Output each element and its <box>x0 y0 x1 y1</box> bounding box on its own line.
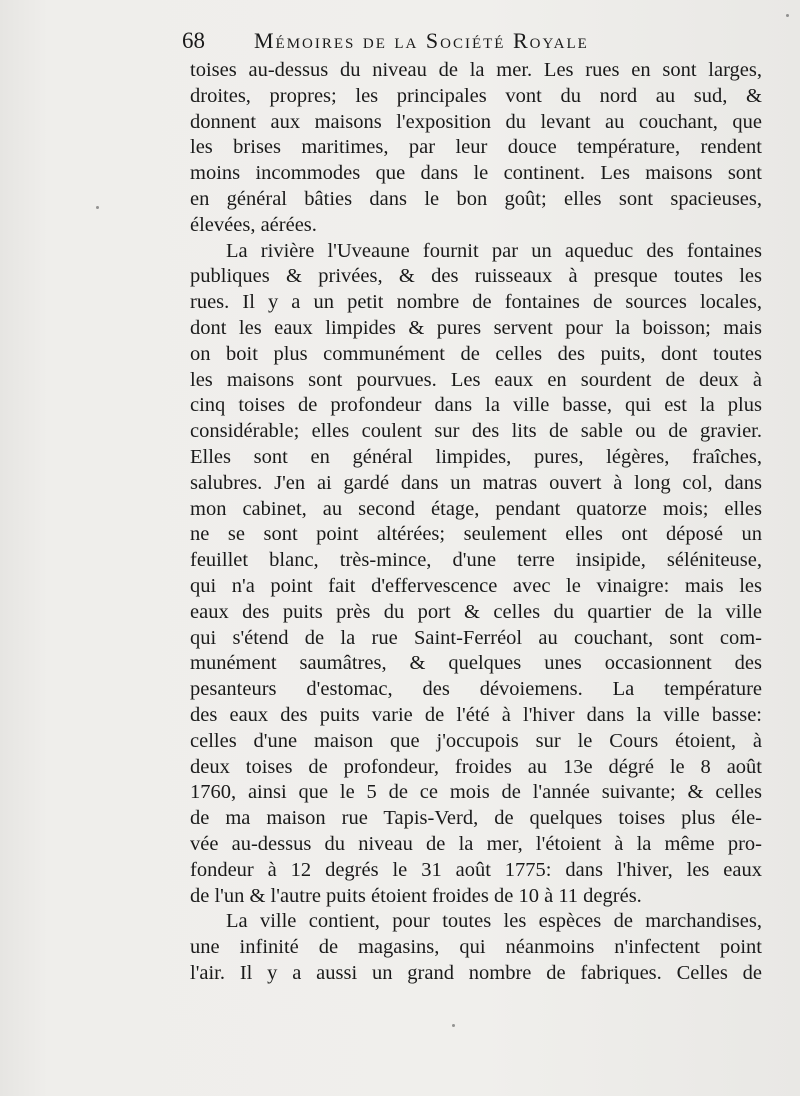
text-line: l'air. Il y a aussi un grand nombre de fabriques. Celles de <box>190 961 762 984</box>
text-line: des eaux des puits varie de l'été à l'hiver dans la ville basse: <box>190 703 762 726</box>
text-line: élevées, aérées. <box>190 213 317 236</box>
text-line: cinq toises de profondeur dans la ville basse, qui est la plus <box>190 394 762 417</box>
text-line: munément saumâtres, & quelques unes occasionnent des <box>190 652 762 675</box>
text-line: vée au-dessus du niveau de la mer, l'étoient à la même pro- <box>190 832 762 855</box>
text-line: qui n'a point fait d'effervescence avec le vinaigre: mais les <box>190 574 762 597</box>
text-line: moins incommodes que dans le continent. Les maisons sont <box>190 162 762 185</box>
text-line: Elles sont en général limpides, pures, légères, fraîches, <box>190 445 762 468</box>
paper-speck <box>452 1024 455 1027</box>
text-line: les brises maritimes, par leur douce température, rendent <box>190 136 762 159</box>
text-line: dont les eaux limpides & pures servent pour la boisson; mais <box>190 316 762 339</box>
text-line: en général bâties dans le bon goût; elles sont spacieuses, <box>190 187 762 210</box>
text-line: qui s'étend de la rue Saint-Ferréol au couchant, sont com- <box>190 626 762 649</box>
text-line: rues. Il y a un petit nombre de fontaines de sources locales, <box>190 291 762 314</box>
text-line: publiques & privées, & des ruisseaux à presque toutes les <box>190 265 762 288</box>
text-line: salubres. J'en ai gardé dans un matras ouvert à long col, dans <box>190 471 762 494</box>
text-line: une infinité de magasins, qui néanmoins n'infectent point <box>190 936 762 959</box>
text-line: mon cabinet, au second étage, pendant quatorze mois; elles <box>190 497 762 520</box>
text-line: droites, propres; les principales vont du nord au sud, & <box>190 84 762 107</box>
text-line: toises au-dessus du niveau de la mer. Les rues en sont larges, <box>190 59 762 81</box>
paper-speck <box>786 14 789 17</box>
paragraph-2 <box>190 239 762 910</box>
text-line: feuillet blanc, très-mince, d'une terre insipide, séléniteuse, <box>190 549 762 572</box>
running-title: Mémoires de la Société Royale <box>254 28 589 53</box>
paper-speck <box>96 206 99 209</box>
text-line: La ville contient, pour toutes les espèces de marchandises, <box>226 910 762 933</box>
text-line: fondeur à 12 degrés le 31 août 1775: dans l'hiver, les eaux <box>190 858 762 881</box>
text-line: ne se sont point altérées; seulement elles ont déposé un <box>190 523 762 546</box>
text-line: donnent aux maisons l'exposition du levant au couchant, que <box>190 110 762 133</box>
text-line: de ma maison rue Tapis-Verd, de quelques toises plus éle- <box>190 807 762 830</box>
text-line: deux toises de profondeur, froides au 13e dégré le 8 août <box>190 755 762 778</box>
paragraph-3 <box>190 909 762 986</box>
text-line: eaux des puits près du port & celles du quartier de la ville <box>190 600 762 623</box>
page-header <box>182 28 702 60</box>
page-number: 68 <box>182 28 205 53</box>
text-line: de l'un & l'autre puits étoient froides de 10 à 11 degrés. <box>190 884 642 907</box>
text-line: les maisons sont pourvues. Les eaux en sourdent de deux à <box>190 368 762 391</box>
text-line: celles d'une maison que j'occupois sur le Cours étoient, à <box>190 729 762 752</box>
text-line: 1760, ainsi que le 5 de ce mois de l'année suivante; & celles <box>190 781 762 804</box>
body-text <box>190 58 762 987</box>
text-line: considérable; elles coulent sur des lits de sable ou de gravier. <box>190 420 762 443</box>
text-line: on boit plus communément de celles des puits, dont toutes <box>190 342 762 365</box>
paragraph-1 <box>190 58 762 239</box>
text-line: La rivière l'Uveaune fournit par un aqueduc des fontaines <box>226 239 762 262</box>
text-line: pesanteurs d'estomac, des dévoiemens. La température <box>190 678 762 701</box>
